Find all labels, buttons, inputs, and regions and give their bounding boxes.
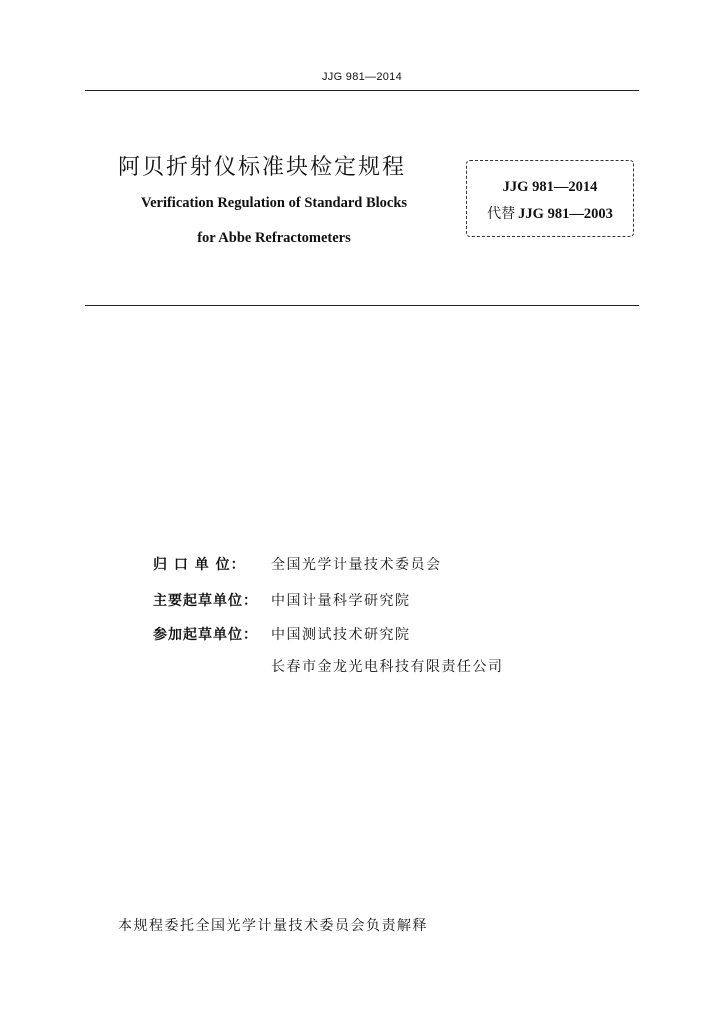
participating-unit-row-2 [153, 656, 504, 678]
main-drafting-unit-value: 中国计量科学研究院 [271, 593, 411, 609]
replaces-code: JJG 981—2003 [518, 206, 613, 222]
bottom-divider [85, 305, 639, 306]
replaces-prefix: 代替 [487, 206, 516, 222]
title-english-line1: Verification Regulation of Standard Blocks [140, 195, 408, 211]
replaces-code-line [467, 203, 633, 223]
responsible-unit-label: 归 口 单 位： [153, 557, 246, 573]
responsible-unit-value: 全国光学计量技术委员会 [271, 557, 442, 573]
standard-code: JJG 981—2014 [502, 179, 598, 195]
responsible-unit-row [153, 554, 442, 576]
title-english-line2: for Abbe Refractometers [197, 230, 351, 246]
top-divider [85, 90, 639, 91]
standard-code-box [466, 160, 634, 237]
participating-unit-value-2: 长春市金龙光电科技有限责任公司 [271, 659, 504, 675]
main-drafting-unit-label: 主要起草单位： [153, 593, 258, 609]
participating-unit-value-1: 中国测试技术研究院 [271, 627, 411, 643]
participating-unit-row [153, 624, 411, 646]
title-chinese: 阿贝折射仪标准块检定规程 [118, 155, 407, 180]
header-standard-code: JJG 981—2014 [321, 71, 403, 83]
interpretation-note: 本规程委托全国光学计量技术委员会负责解释 [118, 918, 428, 934]
main-drafting-unit-row [153, 590, 411, 612]
participating-unit-label: 参加起草单位： [153, 627, 258, 643]
